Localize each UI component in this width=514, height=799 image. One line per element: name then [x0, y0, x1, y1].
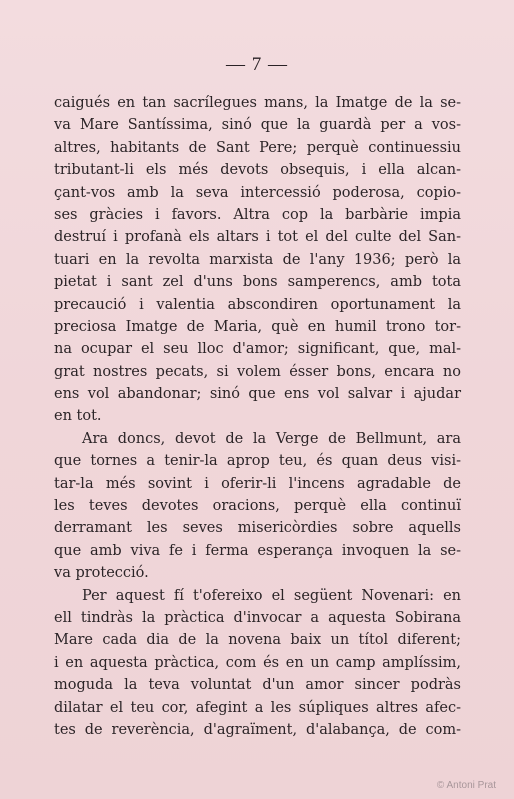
text-line: que tornes a tenir-la aprop teu, és quan deus visi-: [54, 453, 461, 470]
text-line: çant-vos amb la seva intercessió poderosa, copio-: [54, 184, 461, 201]
text-line: dilatar el teu cor, afegint a les súpliques altres afec-: [54, 699, 461, 716]
text-line: ell tindràs la pràctica d'invocar a aquesta Sobirana: [54, 609, 461, 626]
text-line: altres, habitants de Sant Pere; perquè continuessiu: [54, 139, 461, 156]
text-line: caigués en tan sacrílegues mans, la Imatge de la se-: [54, 95, 461, 111]
text-line: na ocupar el seu lloc d'amor; significant, que, mal-: [54, 341, 461, 358]
text-line: ens vol abandonar; sinó que ens vol salvar i ajudar: [54, 386, 461, 403]
text-line: destruí i profanà els altars i tot el del culte del San-: [54, 229, 461, 246]
text-line: tes de reverència, d'agraïment, d'alabança, de com-: [54, 721, 461, 738]
text-line: preciosa Imatge de Maria, què en humil trono tor-: [54, 318, 461, 335]
text-line: les teves devotes oracions, perquè ella continuï: [54, 498, 461, 515]
text-line: que amb viva fe i ferma esperança invoquen la se-: [54, 542, 461, 559]
text-line: precaució i valentia abscondiren oportunament la: [54, 296, 461, 313]
text-line: tar-la més sovint i oferir-li l'incens agradable de: [54, 475, 461, 492]
text-line: pietat i sant zel d'uns bons samperencs, amb tota: [54, 274, 461, 291]
text-line: Ara doncs, devot de la Verge de Bellmunt, ara: [82, 430, 461, 447]
text-line: va Mare Santíssima, sinó que la guardà per a vos-: [54, 117, 461, 134]
text-line: grat nostres pecats, si volem ésser bons, encara no: [54, 363, 461, 380]
text-line: derramant les seves misericòrdies sobre aquells: [54, 520, 461, 537]
text-line: tuari en la revolta marxista de l'any 1936; però la: [54, 251, 461, 268]
text-line: i en aquesta pràctica, com és en un camp amplíssim,: [54, 654, 461, 671]
text-line: en tot.: [54, 408, 102, 425]
copyright-watermark: © Antoni Prat: [436, 780, 496, 791]
body-text: [54, 92, 461, 741]
text-line: moguda la teva voluntat d'un amor sincer podràs: [54, 677, 461, 694]
text-line: va protecció.: [54, 565, 149, 582]
text-line: tributant-li els més devots obsequis, i ella alcan-: [54, 162, 461, 179]
text-line: Per aquest fí t'ofereixo el següent Novenari: en: [82, 587, 461, 604]
text-line: Mare cada dia de la novena baix un títol diferent;: [54, 632, 461, 649]
page-number: — 7 —: [226, 54, 288, 75]
text-line: ses gràcies i favors. Altra cop la barbàrie impia: [54, 206, 461, 223]
